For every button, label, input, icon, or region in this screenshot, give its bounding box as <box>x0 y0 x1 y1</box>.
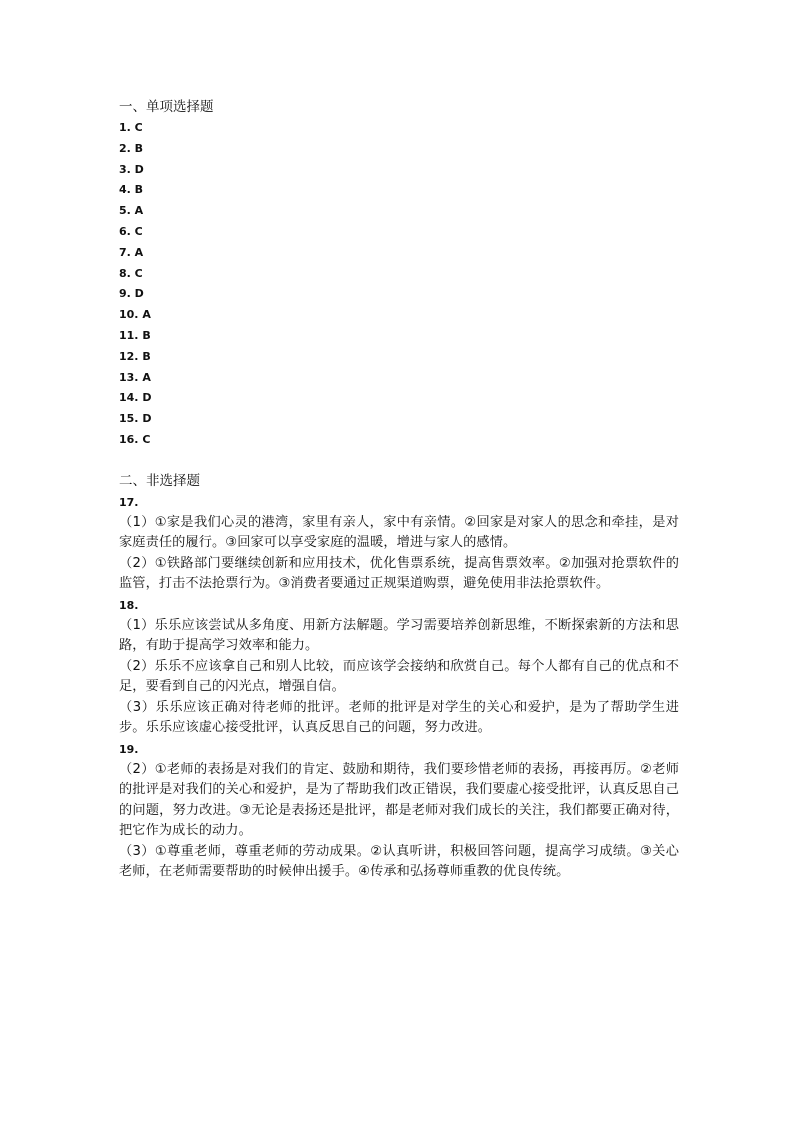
answer-item: 7. A <box>119 245 144 259</box>
answer-item: 15. D <box>119 412 152 426</box>
question-number-19: 19. <box>119 742 139 756</box>
answer-item: 3. D <box>119 162 144 176</box>
answer-item: 4. B <box>119 183 144 197</box>
answer-item: 12. B <box>119 349 151 363</box>
answer-item: 11. B <box>119 328 151 342</box>
section-title-single-choice: 一、单项选择题 <box>119 99 214 115</box>
answer-item: 10. A <box>119 308 151 322</box>
answer-paragraph: （2）乐乐不应该拿自己和别人比较，而应该学会接纳和欣赏自己。每个人都有自己的优点和不足，要看到自己的闪光点，增强自信。 <box>119 658 679 695</box>
answer-paragraph: （1）①家是我们心灵的港湾，家里有亲人，家中有亲情。②回家是对家人的思念和牵挂，是对家庭责任的履行。③回家可以享受家庭的温暖，增进与家人的感情。 <box>119 514 679 551</box>
answer-paragraph: （2）①老师的表扬是对我们的肯定、鼓励和期待，我们要珍惜老师的表扬，再接再厉。②老师的批评是对我们的关心和爱护，是为了帮助我们改正错误，我们要虚心接受批评，认真反思自己的问题，努力改进。③无论是表扬还是批评，都是老师对我们成长的关注，我们都要正确对待，把它作为成长的动力。 <box>119 761 679 839</box>
answer-sheet <box>119 97 679 883</box>
answer-paragraph: （2）①铁路部门要继续创新和应用技术，优化售票系统，提高售票效率。②加强对抢票软件的监管，打击不法抢票行为。③消费者要通过正规渠道购票，避免使用非法抢票软件。 <box>119 555 679 592</box>
single-choice-answer-list <box>119 118 679 451</box>
question-number-18: 18. <box>119 598 139 612</box>
answer-item: 9. D <box>119 287 144 301</box>
answer-paragraph: （1）乐乐应该尝试从多角度、用新方法解题。学习需要培养创新思维，不断探索新的方法和思路，有助于提高学习效率和能力。 <box>119 617 679 654</box>
answer-item: 1. C <box>119 121 143 134</box>
answer-item: 2. B <box>119 141 144 155</box>
answer-item: 13. A <box>119 370 151 384</box>
answer-item: 6. C <box>119 224 143 238</box>
answer-item: 8. C <box>119 266 143 280</box>
answer-paragraph: （3）乐乐应该正确对待老师的批评。老师的批评是对学生的关心和爱护，是为了帮助学生进步。乐乐应该虚心接受批评，认真反思自己的问题，努力改进。 <box>119 699 679 736</box>
section-title-non-choice: 二、非选择题 <box>119 472 200 489</box>
question-number-17: 17. <box>119 495 139 509</box>
answer-item: 5. A <box>119 204 144 218</box>
section-spacer <box>119 451 679 471</box>
answer-item: 16. C <box>119 432 151 446</box>
answer-paragraph: （3）①尊重老师，尊重老师的劳动成果。②认真听讲，积极回答问题，提高学习成绩。③关心老师，在老师需要帮助的时候伸出援手。④传承和弘扬尊师重教的优良传统。 <box>119 843 679 880</box>
answer-item: 14. D <box>119 391 152 405</box>
